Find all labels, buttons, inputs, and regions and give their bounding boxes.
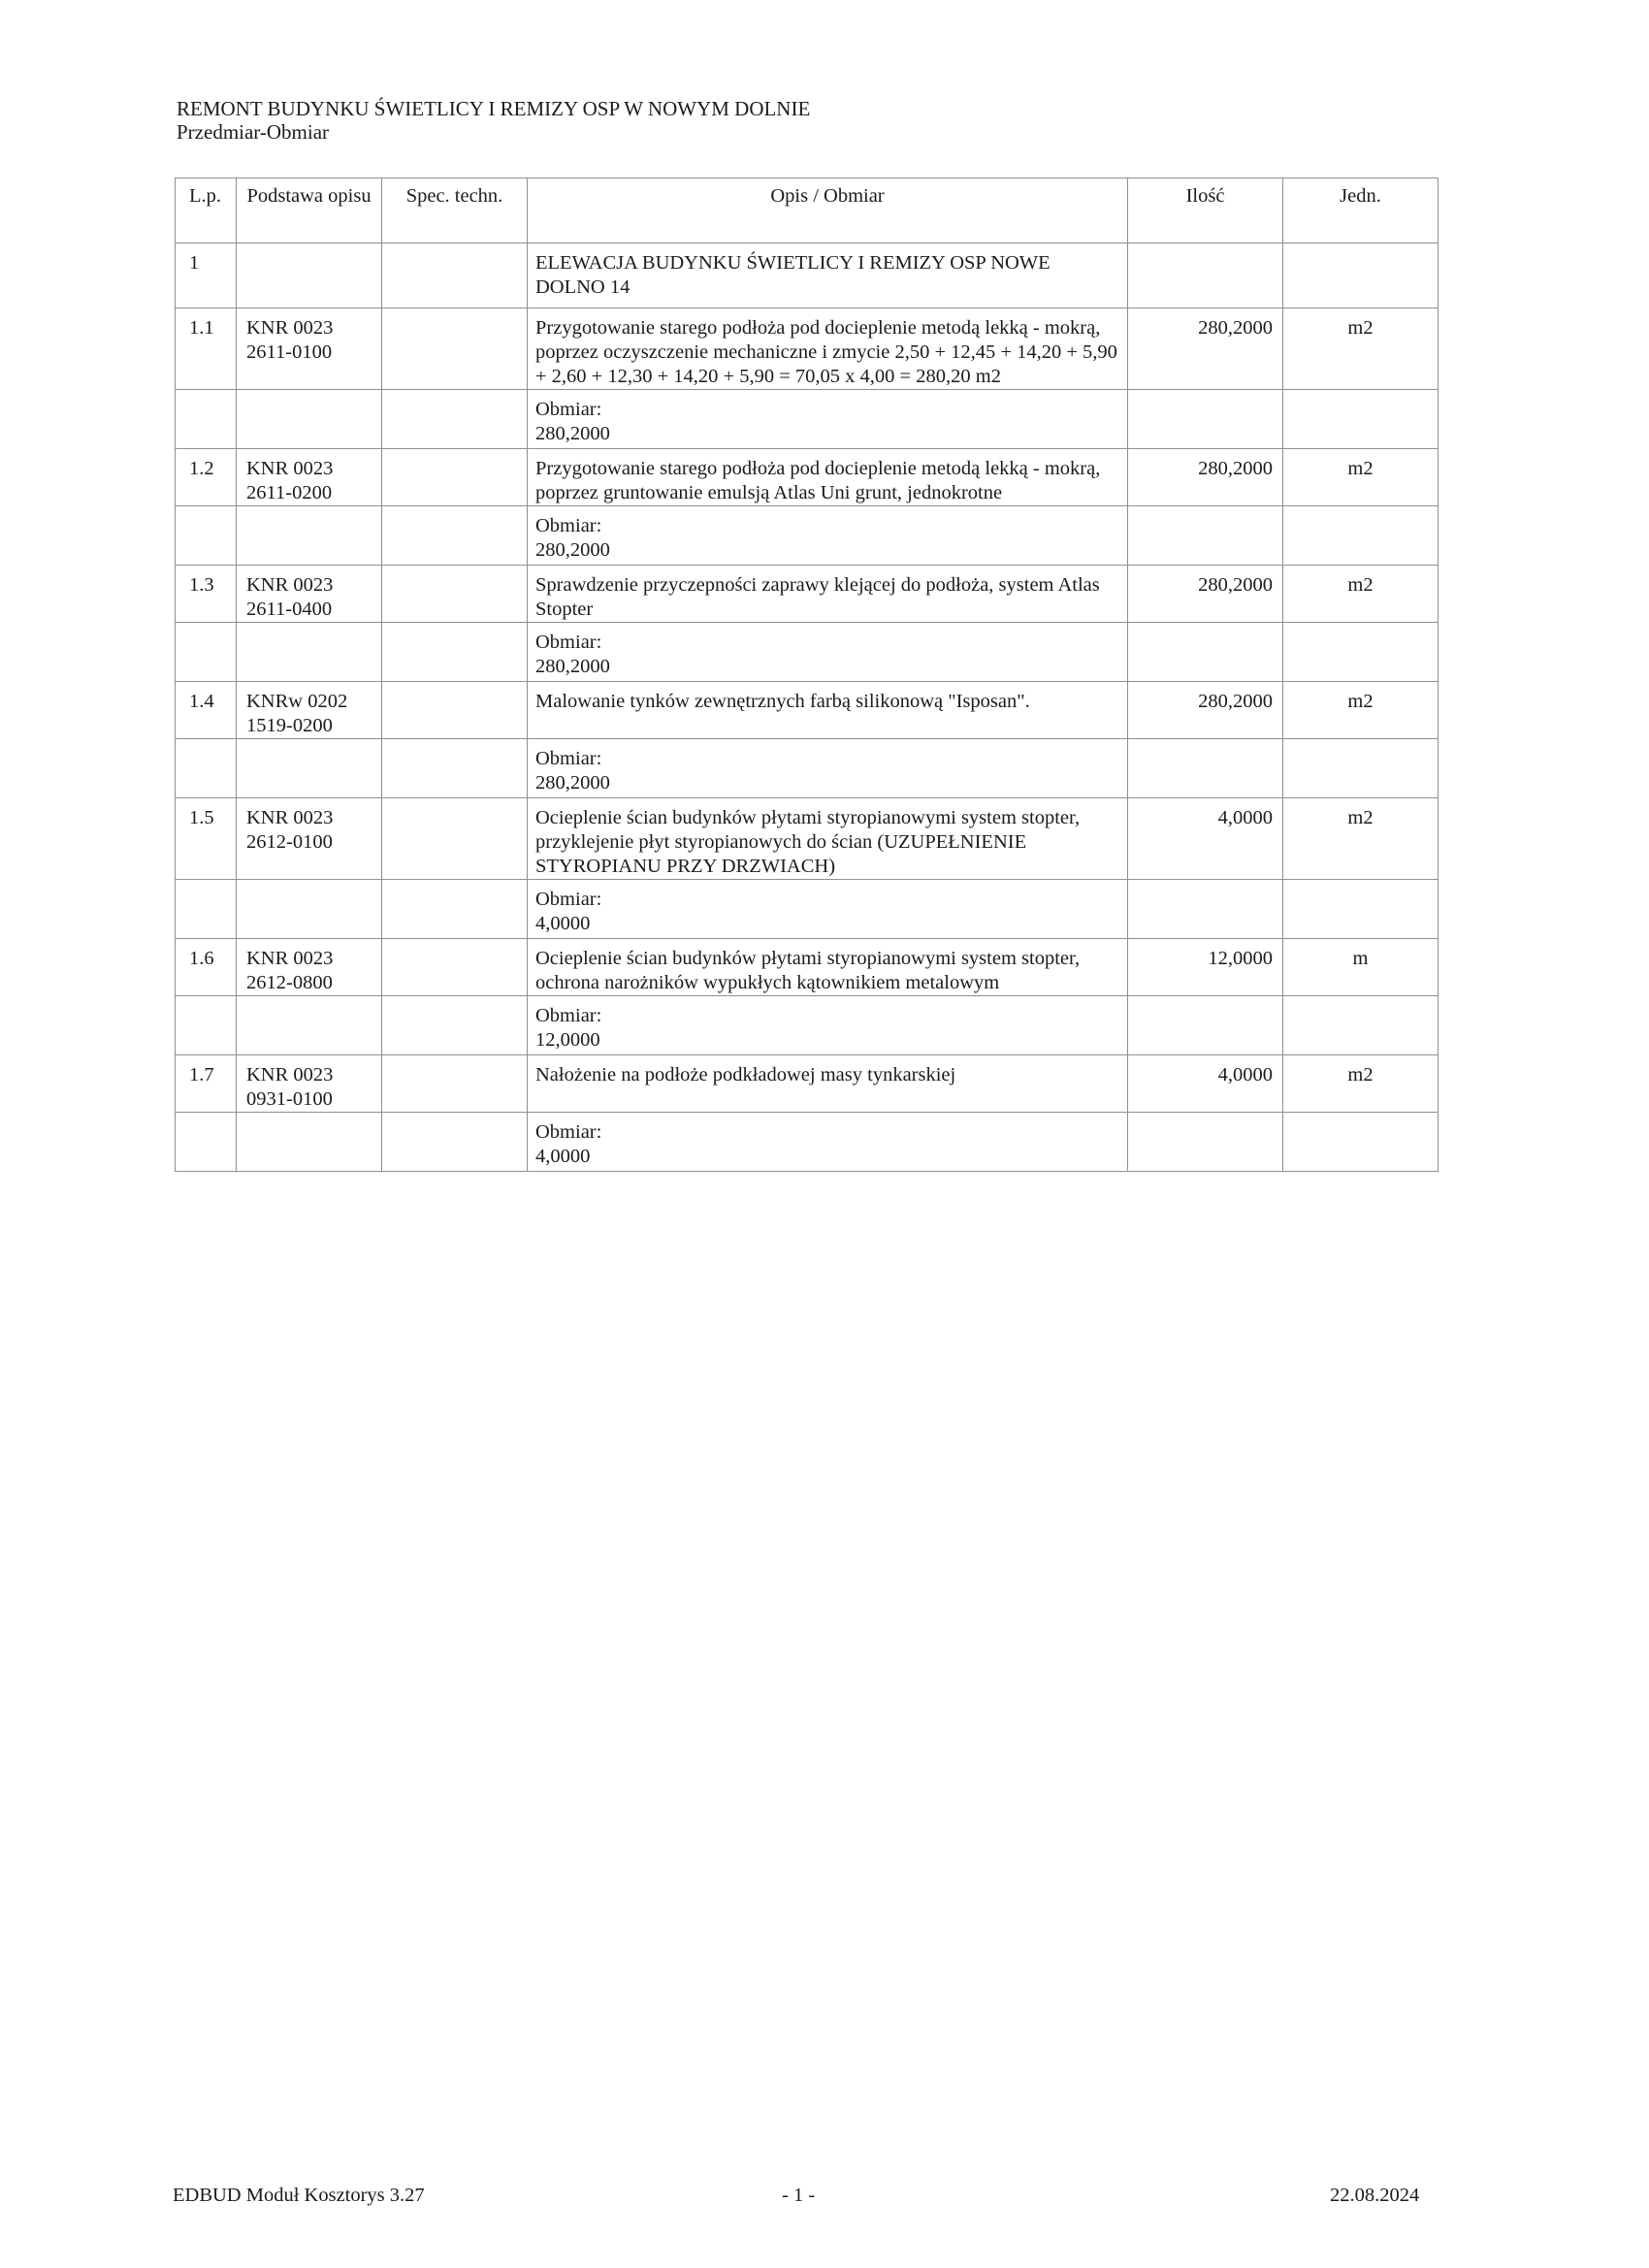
col-header-lp: L.p. <box>176 178 237 243</box>
item-code-line1: KNRw 0202 <box>246 691 348 712</box>
item-lp: 1.6 <box>176 939 237 996</box>
measure-value: 280,2000 <box>535 656 610 677</box>
measure-label: Obmiar: <box>535 748 602 769</box>
item-spec <box>382 939 528 996</box>
item-code-line1: KNR 0023 <box>246 1064 334 1085</box>
item-unit: m2 <box>1283 1055 1439 1113</box>
item-row <box>176 798 1439 880</box>
item-measure <box>528 1113 1128 1172</box>
col-header-jedn: Jedn. <box>1283 178 1439 243</box>
measure-value: 280,2000 <box>535 423 610 444</box>
item-code-line2: 2612-0800 <box>246 972 333 993</box>
item-row <box>176 449 1439 506</box>
item-quantity: 4,0000 <box>1128 1055 1283 1113</box>
item-lp: 1.1 <box>176 308 237 390</box>
item-quantity: 280,2000 <box>1128 308 1283 390</box>
item-measure <box>528 623 1128 682</box>
measure-value: 4,0000 <box>535 1146 591 1167</box>
measure-value: 280,2000 <box>535 772 610 794</box>
item-unit: m2 <box>1283 308 1439 390</box>
col-header-podstawa: Podstawa opisu <box>237 178 382 243</box>
item-code-line1: KNR 0023 <box>246 574 334 596</box>
item-code-line2: 2612-0100 <box>246 831 333 853</box>
item-measure <box>528 996 1128 1055</box>
measure-value: 280,2000 <box>535 539 610 561</box>
footer-date: 22.08.2024 <box>1330 2185 1420 2206</box>
item-description: Sprawdzenie przyczepności zaprawy klejącej do podłoża, system Atlas Stopter <box>528 566 1128 623</box>
measure-value: 12,0000 <box>535 1029 600 1051</box>
item-row <box>176 939 1439 996</box>
item-code-line1: KNR 0023 <box>246 948 334 969</box>
item-spec <box>382 449 528 506</box>
item-quantity: 12,0000 <box>1128 939 1283 996</box>
item-code-line1: KNR 0023 <box>246 458 334 479</box>
item-code <box>237 566 382 623</box>
item-lp: 1.4 <box>176 682 237 739</box>
measure-row <box>176 623 1439 682</box>
measure-label: Obmiar: <box>535 399 602 420</box>
item-description: Ocieplenie ścian budynków płytami styropianowymi system stopter, przyklejenie płyt styropianowych do ścian (UZUPEŁNIENIE STYROPIANU PRZY DRZWIACH) <box>528 798 1128 880</box>
item-unit: m <box>1283 939 1439 996</box>
col-header-spec: Spec. techn. <box>382 178 528 243</box>
col-header-opis: Opis / Obmiar <box>528 178 1128 243</box>
item-description: Przygotowanie starego podłoża pod docieplenie metodą lekką - mokrą, poprzez gruntowanie emulsją Atlas Uni grunt, jednokrotne <box>528 449 1128 506</box>
measure-label: Obmiar: <box>535 632 602 653</box>
item-measure <box>528 390 1128 449</box>
item-description: Przygotowanie starego podłoża pod docieplenie metodą lekką - mokrą, poprzez oczyszczenie mechaniczne i zmycie 2,50 + 12,45 + 14,20 + 5,90 + 2,60 + 12,30 + 14,20 + 5,90 = 70,05 x 4,00 = 280,20 m2 <box>528 308 1128 390</box>
item-description: Nałożenie na podłoże podkładowej masy tynkarskiej <box>528 1055 1128 1113</box>
item-unit: m2 <box>1283 449 1439 506</box>
measure-row <box>176 996 1439 1055</box>
item-quantity: 280,2000 <box>1128 566 1283 623</box>
document-header <box>177 97 810 144</box>
item-code-line2: 1519-0200 <box>246 715 333 736</box>
item-row <box>176 1055 1439 1113</box>
section-row <box>176 243 1439 308</box>
item-spec <box>382 682 528 739</box>
item-code <box>237 939 382 996</box>
measure-label: Obmiar: <box>535 889 602 910</box>
item-code-line1: KNR 0023 <box>246 807 334 828</box>
measure-label: Obmiar: <box>535 515 602 536</box>
item-measure <box>528 880 1128 939</box>
item-row <box>176 566 1439 623</box>
item-quantity: 4,0000 <box>1128 798 1283 880</box>
footer-page-number: - 1 - <box>782 2185 816 2206</box>
item-quantity: 280,2000 <box>1128 682 1283 739</box>
section-title: ELEWACJA BUDYNKU ŚWIETLICY I REMIZY OSP NOWE DOLNO 14 <box>528 243 1128 308</box>
measure-row <box>176 390 1439 449</box>
item-code-line2: 0931-0100 <box>246 1088 333 1110</box>
footer-software: EDBUD Moduł Kosztorys 3.27 <box>173 2185 425 2206</box>
item-code <box>237 449 382 506</box>
item-code <box>237 308 382 390</box>
item-spec <box>382 798 528 880</box>
item-quantity: 280,2000 <box>1128 449 1283 506</box>
measure-row <box>176 1113 1439 1172</box>
col-header-ilosc: Ilość <box>1128 178 1283 243</box>
item-lp: 1.3 <box>176 566 237 623</box>
table-header-row <box>176 178 1439 243</box>
item-description: Ocieplenie ścian budynków płytami styropianowymi system stopter, ochrona narożników wypukłych kątownikiem metalowym <box>528 939 1128 996</box>
item-code <box>237 1055 382 1113</box>
item-code-line2: 2611-0200 <box>246 482 333 503</box>
item-row <box>176 308 1439 390</box>
item-unit: m2 <box>1283 566 1439 623</box>
item-code-line2: 2611-0100 <box>246 341 333 363</box>
item-code-line1: KNR 0023 <box>246 317 334 339</box>
item-spec <box>382 1055 528 1113</box>
measure-label: Obmiar: <box>535 1005 602 1026</box>
item-unit: m2 <box>1283 798 1439 880</box>
measure-row <box>176 506 1439 566</box>
item-code <box>237 798 382 880</box>
item-code-line2: 2611-0400 <box>246 599 333 620</box>
measure-label: Obmiar: <box>535 1121 602 1143</box>
item-measure <box>528 739 1128 798</box>
item-row <box>176 682 1439 739</box>
item-lp: 1.5 <box>176 798 237 880</box>
estimate-table <box>175 178 1439 1172</box>
item-lp: 1.7 <box>176 1055 237 1113</box>
item-code <box>237 682 382 739</box>
item-measure <box>528 506 1128 566</box>
item-lp: 1.2 <box>176 449 237 506</box>
section-lp: 1 <box>176 243 237 308</box>
measure-row <box>176 739 1439 798</box>
measure-row <box>176 880 1439 939</box>
measure-value: 4,0000 <box>535 913 591 934</box>
item-unit: m2 <box>1283 682 1439 739</box>
item-description: Malowanie tynków zewnętrznych farbą silikonową "Isposan". <box>528 682 1128 739</box>
item-spec <box>382 308 528 390</box>
item-spec <box>382 566 528 623</box>
document-subtitle: Przedmiar-Obmiar <box>177 120 330 144</box>
document-title: REMONT BUDYNKU ŚWIETLICY I REMIZY OSP W NOWYM DOLNIE <box>177 97 811 120</box>
